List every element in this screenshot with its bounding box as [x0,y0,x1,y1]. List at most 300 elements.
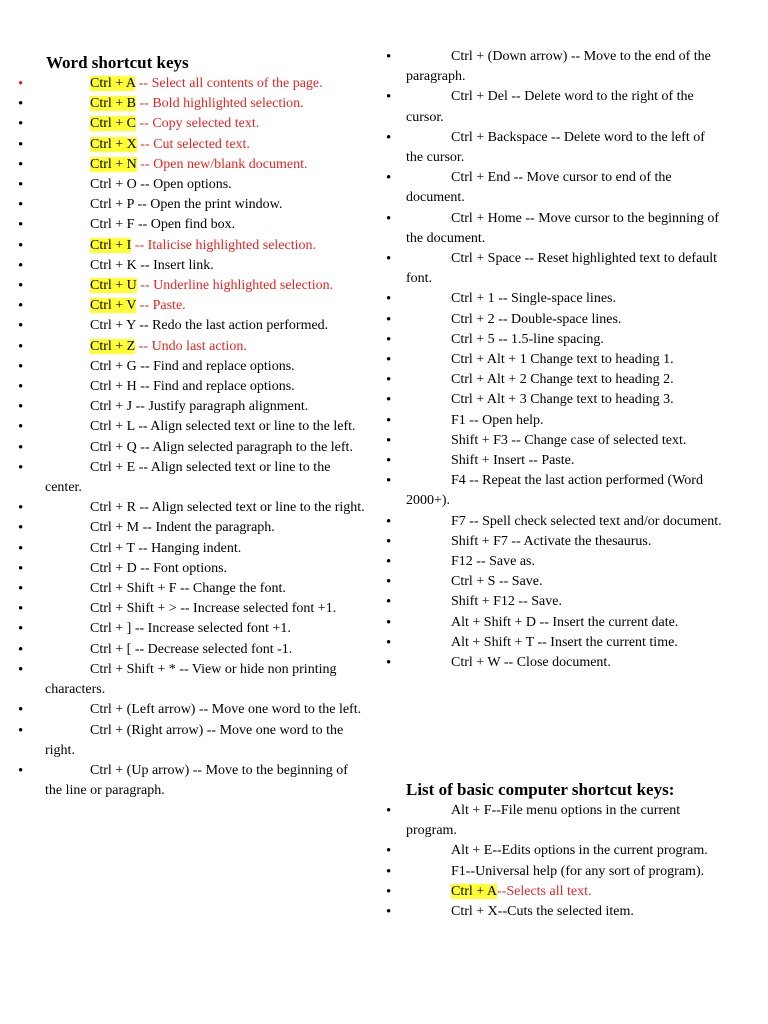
shortcut-text [406,370,722,390]
list-item [372,47,722,87]
shortcut-text [45,761,365,801]
bullet-icon: • [18,722,24,739]
shortcut-separator: -- [507,533,524,549]
bullet-icon: • [18,96,24,113]
shortcut-separator: -- [567,49,584,64]
shortcut-description: View or hide non printing characters. [45,661,337,698]
shortcut-description: Find and replace options. [153,358,295,374]
shortcut-description: Font options. [153,560,228,576]
list-item [372,451,722,471]
list-item [0,599,365,619]
list-item [372,471,722,511]
shortcut-description: Spell check selected text and/or document. [482,513,722,529]
shortcut-text [406,841,722,861]
bullet-icon: • [386,331,392,348]
list-item [372,249,722,289]
bullet-icon: • [18,621,24,638]
shortcut-separator: -- [136,358,154,374]
shortcut-description: Change the font. [192,581,286,597]
bullet-icon: • [386,655,392,672]
bullet-icon: • [18,217,24,234]
shortcut-text [45,316,365,336]
shortcut-key: Shift + F3 [451,432,508,448]
shortcut-description: Activate the thesaurus. [523,533,652,549]
shortcut-description: Align selected text or line to the right. [151,500,365,516]
shortcut-separator: -- [514,594,532,610]
shortcut-text [406,902,722,922]
shortcut-key: Ctrl + (Down arrow) [451,49,568,64]
shortcut-separator: -- [131,641,148,657]
list-item [0,640,365,660]
list-item [0,619,365,639]
shortcut-key: F1 [451,863,466,879]
shortcut-key: Ctrl + Del [451,89,508,105]
bullet-icon: • [386,291,392,308]
shortcut-key: Ctrl + Z [90,338,136,354]
bullet-icon: • [386,883,392,900]
shortcut-separator: -- [472,554,490,570]
shortcut-key: Ctrl + X [90,136,137,152]
bullet-icon: • [386,803,392,819]
bullet-icon: • [386,352,392,369]
shortcut-separator: -- [133,197,151,213]
list-item [372,532,722,552]
shortcut-description: Select all contents of the page. [151,76,323,91]
list-item [0,236,365,256]
shortcut-description: Open the print window. [150,197,283,213]
shortcut-key: Ctrl + Shift + F [90,581,177,597]
shortcut-text [406,390,722,410]
bullet-icon: • [386,513,392,530]
shortcut-separator: -- [136,298,153,314]
shortcut-description: Change text to heading 3. [530,392,674,408]
shortcut-separator: -- [507,89,525,105]
shortcut-separator: -- [494,311,512,327]
shortcut-key: Ctrl + Q [90,439,137,455]
word-shortcut-list-continued [372,47,722,673]
bullet-icon: • [18,257,24,274]
bullet-icon: • [18,278,24,295]
list-item [0,94,365,114]
shortcut-key: Ctrl + H [90,379,137,395]
shortcut-key: Shift + Insert [451,453,525,469]
basic-shortcut-heading: List of basic computer shortcut keys: [406,780,675,799]
shortcut-separator: -- [494,291,512,307]
list-item [0,195,365,215]
shortcut-description: Delete word to the left of the cursor. [406,129,705,166]
shortcut-key: Ctrl + (Up arrow) [90,762,190,778]
shortcut-description: Insert the current date. [552,614,679,630]
shortcut-separator: -- [136,156,154,172]
bullet-icon: • [18,560,24,577]
shortcut-key: F7 [451,513,466,529]
shortcut-separator: -- [497,904,508,920]
shortcut-description: Cuts the selected item. [507,904,634,920]
shortcut-separator: -- [176,581,193,597]
shortcut-text [45,660,365,700]
list-item [372,289,722,309]
shortcut-description: Move to the beginning of the line or paragraph. [45,762,348,799]
shortcut-description: Open new/blank document. [153,156,308,172]
shortcut-separator: -- [136,278,154,294]
list-item [0,761,365,801]
shortcut-separator: -- [465,863,476,879]
shortcut-key: Ctrl + T [90,540,135,556]
list-item [372,841,722,861]
shortcut-text [45,599,365,619]
shortcut-description: Move to the end of the paragraph. [406,49,711,85]
list-item [372,350,722,370]
shortcut-separator: -- [139,520,156,536]
shortcut-separator: -- [135,459,151,475]
shortcut-description: Universal help (for any sort of program). [475,863,705,879]
shortcut-description: Align selected text or line to the left. [150,419,356,435]
list-item [0,660,365,700]
shortcut-key: Ctrl + R [90,500,137,516]
list-item [372,209,722,249]
shortcut-key: Alt + F [451,803,492,818]
shortcut-separator: -- [132,399,149,415]
list-item [372,128,722,168]
shortcut-separator: -- [533,634,551,650]
shortcut-key: F4 [451,473,466,489]
shortcut-description: Single-space lines. [511,291,616,307]
shortcut-key: Ctrl + I [90,237,132,253]
shortcut-separator: -- [136,500,152,516]
shortcut-separator: -- [134,540,152,556]
shortcut-separator: -- [135,318,153,334]
shortcut-text [45,195,365,215]
shortcut-separator: -- [136,116,153,132]
shortcut-description: Hanging indent. [151,540,242,556]
shortcut-separator: -- [136,379,154,395]
shortcut-text [406,471,722,511]
shortcut-text [406,310,722,330]
bullet-icon: • [18,500,24,517]
bullet-icon: • [18,419,24,436]
shortcut-key: Ctrl + X [451,904,498,920]
list-item [0,155,365,175]
shortcut-description: Move cursor to the beginning of the document. [406,210,720,246]
shortcut-description: Change case of selected text. [524,432,687,448]
shortcut-text [45,276,365,296]
shortcut-key: Ctrl + Home [451,210,522,226]
list-item [372,613,722,633]
shortcut-text [406,532,722,552]
bullet-icon: • [386,843,392,860]
shortcut-text [406,613,722,633]
shortcut-separator: -- [135,338,152,354]
shortcut-key: Ctrl + 5 [451,331,495,347]
list-item [0,438,365,458]
shortcut-key: Ctrl + W [451,655,501,671]
shortcut-description: Insert link. [153,257,214,273]
shortcut-key: F12 [451,554,473,570]
shortcut-description: Edits options in the current program. [501,843,708,859]
shortcut-key: Ctrl + [ [90,641,132,657]
list-item [372,552,722,572]
shortcut-description: Paste. [152,298,186,314]
shortcut-description: Move cursor to end of the document. [406,170,672,206]
bullet-icon: • [386,372,392,389]
bullet-icon: • [386,533,392,550]
shortcut-key: Ctrl + V [90,298,137,314]
shortcut-separator: -- [136,439,153,455]
shortcut-key: Ctrl + 2 [451,311,495,327]
bullet-icon: • [386,594,392,611]
shortcut-text [45,377,365,397]
bullet-icon: • [386,129,392,146]
shortcut-key: Ctrl + D [90,560,137,576]
bullet-icon: • [18,156,24,173]
shortcut-separator: -- [465,412,483,428]
shortcut-separator: -- [492,843,502,859]
shortcut-text [406,862,722,882]
list-item [372,370,722,390]
shortcut-text [45,640,365,660]
shortcut-text [45,539,365,559]
shortcut-key: Ctrl + End [451,170,511,186]
shortcut-separator: -- [510,170,527,186]
shortcut-separator: -- [536,614,553,630]
shortcut-key: Ctrl + Backspace [451,129,548,145]
shortcut-text [406,653,722,673]
shortcut-description: Indent the paragraph. [155,520,275,536]
shortcut-separator: -- [465,513,483,529]
shortcut-text [45,236,365,256]
shortcut-description: Increase selected font +1. [193,601,337,617]
shortcut-text [45,74,365,94]
shortcut-separator: -- [175,661,192,677]
list-item [0,458,365,498]
shortcut-text [406,801,722,841]
shortcut-text [406,249,722,289]
shortcut-text [45,175,365,195]
list-item [0,175,365,195]
bullet-icon: • [386,453,392,470]
list-item [372,87,722,127]
list-item [372,653,722,673]
bullet-icon: • [386,89,392,106]
shortcut-text [406,431,722,451]
bullet-icon: • [18,459,24,476]
list-item [0,559,365,579]
shortcut-key: Ctrl + F [90,217,135,233]
shortcut-description: Align selected text or line to the center. [45,459,331,496]
shortcut-text [45,700,365,720]
bullet-icon: • [18,661,24,678]
bullet-icon: • [18,116,24,133]
list-item [0,256,365,276]
list-item [372,572,722,592]
shortcut-key: Shift + F12 [451,594,515,610]
shortcut-key: Ctrl + Alt + 3 [451,392,527,408]
bullet-icon: • [18,318,24,335]
shortcut-separator: -- [547,129,564,145]
bullet-icon: • [18,601,24,618]
list-item [0,721,365,761]
bullet-icon: • [18,358,24,375]
shortcut-description: Align selected paragraph to the left. [152,439,353,455]
shortcut-separator: -- [203,722,220,738]
list-item [0,579,365,599]
shortcut-description: File menu options in the current program. [406,803,681,839]
shortcut-description: Copy selected text. [152,116,260,132]
bullet-icon: • [18,520,24,537]
shortcut-key: Ctrl + Alt + 1 [451,352,527,368]
shortcut-text [406,47,722,87]
shortcut-separator: -- [136,560,154,576]
shortcut-key: Ctrl + N [90,156,137,172]
list-item [0,700,365,720]
shortcut-text [45,114,365,134]
list-item [372,862,722,882]
shortcut-key: Ctrl + E [90,459,136,475]
bullet-icon: • [386,574,392,591]
shortcut-description: Italicise highlighted selection. [147,237,317,253]
shortcut-key: Ctrl + P [90,197,134,213]
list-item [0,357,365,377]
shortcut-description: 1.5-line spacing. [511,331,604,347]
shortcut-description: Insert the current time. [550,634,678,650]
shortcut-separator: -- [491,803,501,818]
bullet-icon: • [18,581,24,598]
shortcut-separator: -- [136,177,154,193]
list-item [0,337,365,357]
bullet-icon: • [386,473,392,490]
shortcut-key: Ctrl + K [90,257,137,273]
list-item [372,882,722,902]
shortcut-separator: -- [134,419,151,435]
shortcut-separator: -- [189,762,206,778]
list-item [0,296,365,316]
shortcut-description: Bold highlighted selection. [152,96,304,112]
shortcut-separator: -- [525,453,542,469]
list-item [372,411,722,431]
shortcut-text [45,215,365,235]
basic-shortcut-list [372,801,722,922]
shortcut-description: Reset highlighted text to default font. [406,251,718,287]
shortcut-separator: -- [136,96,153,112]
bullet-icon: • [18,136,24,153]
shortcut-key: Ctrl + C [90,116,137,132]
shortcut-key: Ctrl + O [90,177,137,193]
list-item [372,902,722,922]
shortcut-text [45,94,365,114]
bullet-icon: • [386,251,392,268]
shortcut-text [45,135,365,155]
shortcut-description: Double-space lines. [511,311,622,327]
shortcut-text [406,552,722,572]
shortcut-separator: -- [497,883,507,899]
bullet-icon: • [18,177,24,194]
list-item [372,431,722,451]
shortcut-key: Ctrl + A [90,76,136,91]
list-item [0,417,365,437]
shortcut-description: Save as. [489,554,536,570]
shortcut-separator: -- [134,217,151,233]
list-item [0,397,365,417]
shortcut-key: Ctrl + A [451,883,498,899]
bullet-icon: • [18,197,24,214]
shortcut-description: Repeat the last action performed (Word 2000+). [406,473,703,509]
shortcut-key: Ctrl + (Right arrow) [90,722,204,738]
shortcut-text [406,330,722,350]
shortcut-key: Alt + Shift + D [451,614,537,630]
shortcut-text [406,882,722,902]
bullet-icon: • [18,641,24,658]
shortcut-separator: -- [136,257,154,273]
shortcut-text [406,411,722,431]
shortcut-separator: -- [507,432,525,448]
shortcut-separator: -- [500,655,517,671]
bullet-icon: • [386,311,392,328]
bullet-icon: • [18,298,24,315]
list-item [0,316,365,336]
shortcut-description: Delete word to the right of the cursor. [406,89,694,125]
shortcut-text [45,458,365,498]
shortcut-text [406,87,722,127]
shortcut-text [45,438,365,458]
shortcut-description: Open find box. [150,217,236,233]
shortcut-key: Ctrl + Shift + > [90,601,177,617]
shortcut-text [406,128,722,168]
shortcut-key: Ctrl + Y [90,318,136,334]
shortcut-separator: -- [131,237,148,253]
shortcut-separator: -- [494,331,512,347]
shortcut-key: Ctrl + 1 [451,291,495,307]
bullet-icon: • [386,554,392,571]
shortcut-text [45,357,365,377]
list-item [372,168,722,208]
list-item [0,518,365,538]
shortcut-text [406,451,722,471]
shortcut-description: Increase selected font +1. [147,621,291,637]
shortcut-separator: -- [495,574,512,590]
bullet-icon: • [386,634,392,651]
shortcut-text [45,518,365,538]
bullet-icon: • [386,432,392,449]
list-item [372,512,722,532]
list-item [0,276,365,296]
word-shortcut-heading: Word shortcut keys [46,53,189,72]
shortcut-key: Ctrl + S [451,574,496,590]
bullet-icon: • [18,237,24,254]
shortcut-description: Selects all text. [506,883,592,899]
list-item [0,539,365,559]
shortcut-description: Paste. [541,453,575,469]
list-item [0,377,365,397]
list-item [372,330,722,350]
shortcut-key: Ctrl + J [90,399,133,415]
shortcut-text [406,592,722,612]
bullet-icon: • [18,338,24,355]
shortcut-description: Close document. [516,655,611,671]
shortcut-key: Ctrl + Shift + * [90,661,176,677]
list-item [0,114,365,134]
shortcut-text [45,417,365,437]
shortcut-key: Ctrl + U [90,278,137,294]
shortcut-description: Cut selected text. [153,136,250,152]
bullet-icon: • [18,76,24,92]
shortcut-key: Ctrl + Space [451,251,522,267]
shortcut-key: Alt + E [451,843,493,859]
shortcut-text [45,579,365,599]
list-item [372,801,722,841]
shortcut-separator: -- [195,702,212,718]
shortcut-text [406,350,722,370]
shortcut-key: Ctrl + M [90,520,140,536]
